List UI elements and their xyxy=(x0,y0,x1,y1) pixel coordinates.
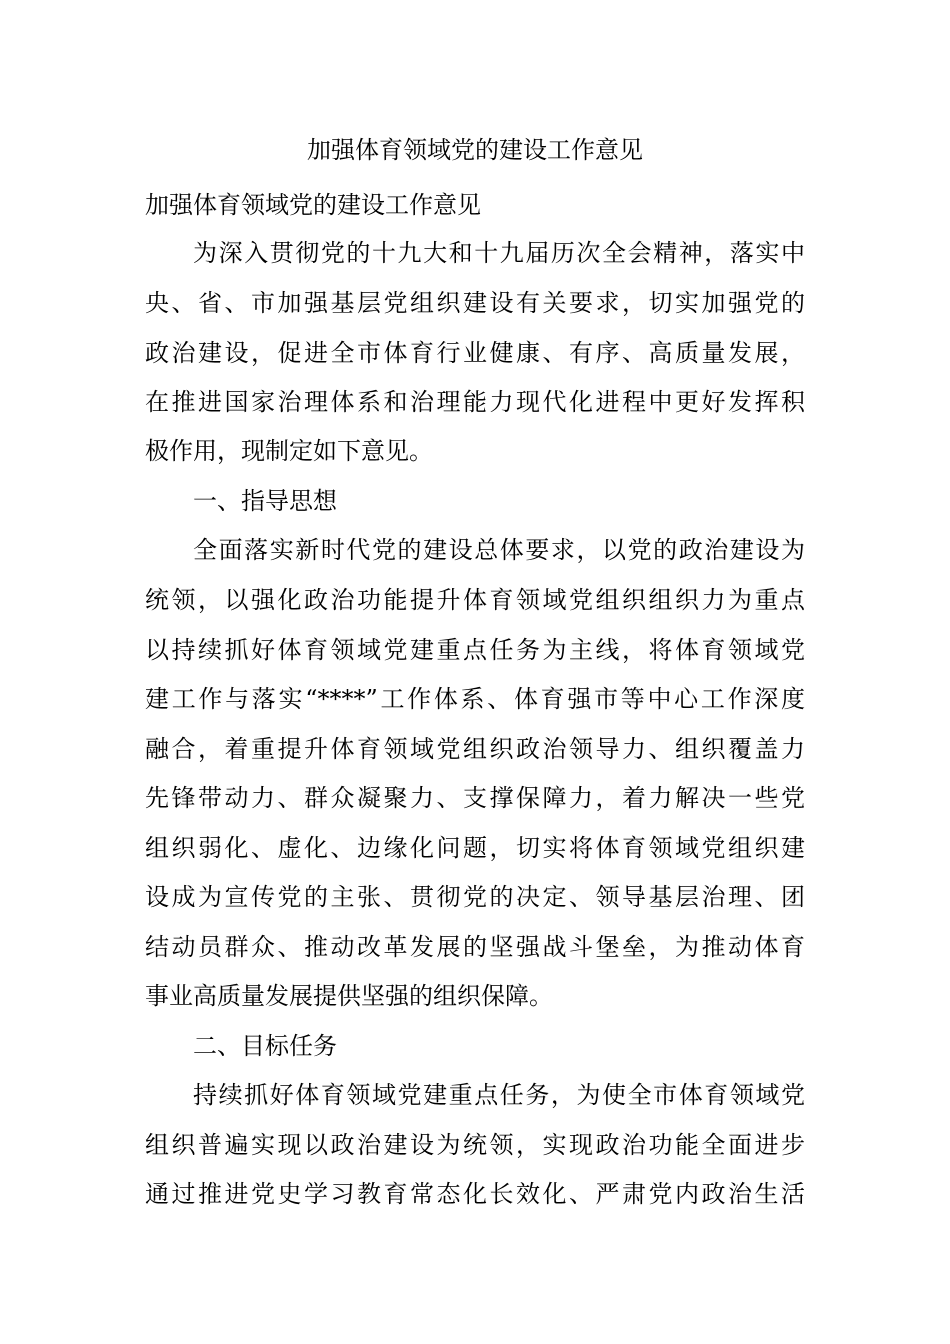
section1-heading: 一、指导思想 xyxy=(193,487,337,515)
section1-line-9: 结动员群众、推动改革发展的坚强战斗堡垒，为推动体育 xyxy=(145,933,805,961)
section1-line-4: 建工作与落实“****”工作体系、体育强市等中心工作深度 xyxy=(145,685,805,713)
section2-line-3: 通过推进党史学习教育常态化长效化、严肃党内政治生活 xyxy=(145,1180,805,1208)
intro-line-5: 极作用，现制定如下意见。 xyxy=(145,437,433,465)
document-subtitle: 加强体育领域党的建设工作意见 xyxy=(145,191,481,219)
intro-line-2: 央、省、市加强基层党组织建设有关要求，切实加强党的 xyxy=(145,289,805,317)
section2-heading: 二、目标任务 xyxy=(193,1032,337,1060)
section1-line-3: 以持续抓好体育领域党建重点任务为主线，将体育领域党 xyxy=(145,636,805,664)
section1-line-5: 融合，着重提升体育领域党组织政治领导力、组织覆盖力 xyxy=(145,735,805,763)
section1-line-8: 设成为宣传党的主张、贯彻党的决定、领导基层治理、团 xyxy=(145,883,805,911)
section1-line-1: 全面落实新时代党的建设总体要求，以党的政治建设为 xyxy=(193,536,805,564)
intro-line-3: 政治建设，促进全市体育行业健康、有序、高质量发展， xyxy=(145,339,805,367)
section1-line-10: 事业高质量发展提供坚强的组织保障。 xyxy=(145,982,553,1010)
section2-line-1: 持续抓好体育领域党建重点任务，为使全市体育领域党 xyxy=(193,1081,805,1109)
document-title: 加强体育领域党的建设工作意见 xyxy=(307,136,643,164)
intro-line-4: 在推进国家治理体系和治理能力现代化进程中更好发挥积 xyxy=(145,388,805,416)
section1-line-6: 先锋带动力、群众凝聚力、支撑保障力，着力解决一些党 xyxy=(145,784,805,812)
section2-line-2: 组织普遍实现以政治建设为统领，实现政治功能全面进步 xyxy=(145,1131,805,1159)
section1-line-2: 统领，以强化政治功能提升体育领域党组织组织力为重点 xyxy=(145,586,805,614)
intro-line-1: 为深入贯彻党的十九大和十九届历次全会精神，落实中 xyxy=(193,239,805,267)
section1-line-7: 组织弱化、虚化、边缘化问题，切实将体育领域党组织建 xyxy=(145,834,805,862)
